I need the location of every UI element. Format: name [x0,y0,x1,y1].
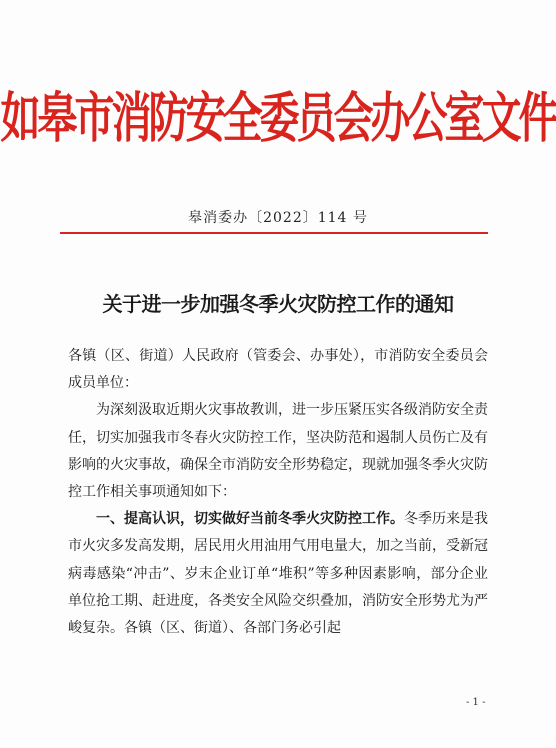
issuing-authority-header: 如皋市消防安全委员会办公室文件 [0,86,556,151]
section-1-paragraph [68,506,488,642]
document-body [68,343,488,642]
salutation: 各镇（区、街道）人民政府（管委会、办事处），市消防安全委员会成员单位： [68,348,488,392]
document-number: 皋消委办〔2022〕114 号 [188,210,368,226]
header-red-divider [60,232,488,234]
page-number: - 1 - [466,697,486,708]
section-1-text: 冬季历来是我市火灾多发高发期，居民用火用油用气用电量大，加之当前，受新冠病毒感染“冲击”、岁末企业订单“堆积”等多种因素影响，部分企业单位抢工期、赶进度，各类安全风险交织叠加，消防安全形势尤为严峻复杂。各镇（区、街道）、各部门务必引起 [68,511,488,637]
notice-title: 关于进一步加强冬季火灾防控工作的通知 [102,292,454,316]
section-1-heading: 一、提高认识，切实做好当前冬季火灾防控工作。 [96,511,404,528]
intro-paragraph: 为深刻汲取近期火灾事故教训，进一步压紧压实各级消防安全责任，切实加强我市冬春火灾防控工作，坚决防范和遏制人员伤亡及有影响的火灾事故，确保全市消防安全形势稳定，现就加强冬季火灾防控工作相关事项通知如下： [68,402,488,501]
